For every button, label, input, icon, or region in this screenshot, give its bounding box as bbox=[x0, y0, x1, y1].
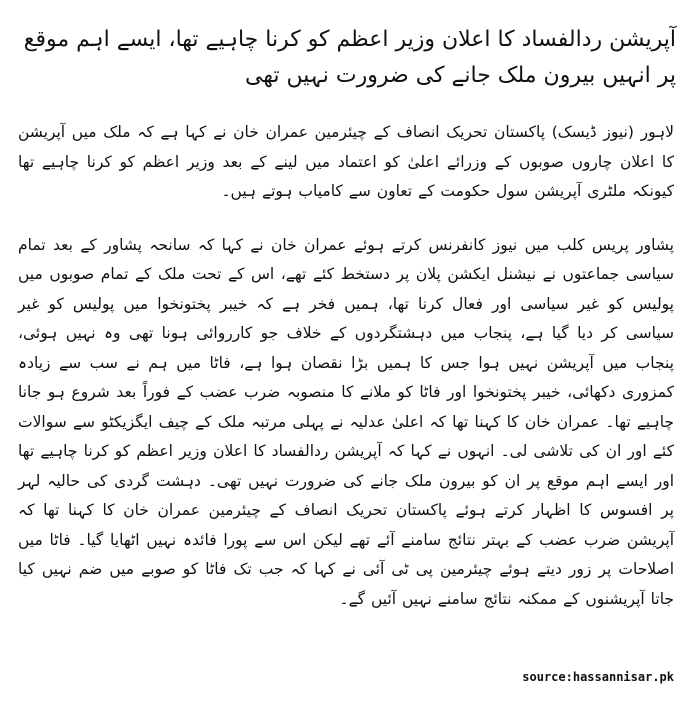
article-paragraph-body: پشاور پریس کلب میں نیوز کانفرنس کرتے ہوئے عمران خان نے کہا کہ سانحہ پشاور کے بعد تمام سیاسی جماعتوں نے نیشنل ایکشن پلان پر دستخط کئے تھے، اس کے تحت ملک کے تمام صوبوں میں پولیس کو غیر سیاسی اور فعال کرنا تھا، ہمیں فخر ہے کہ خیبر پختونخوا میں پولیس کو غیر سیاسی کر دیا گیا ہے، پنجاب میں دہشتگردوں کے خلاف جو کارروائی ہونا تھی وہ نہیں ہوئی، پنجاب میں آپریشن نہیں ہوا جس کا ہمیں بڑا نقصان ہوا ہے، فاٹا میں ہم نے سب سے زیادہ کمزوری دکھائی، خیبر پختونخوا اور فاٹا کو ملانے کا منصوبہ ضرب عضب کے فوراً بعد شروع ہو جانا چاہیے تھا۔ عمران خان کا کہنا تھا کہ اعلیٰ عدلیہ نے پہلی مرتبہ ملک کے چیف ایگزیکٹو سے سوالات کئے اور ان کی تلاشی لی۔ انہوں نے کہا کہ آپریشن ردالفساد کا اعلان وزیر اعظم کو کرنا چاہیے تھا اور ایسے اہم موقع پر ان کو بیرون ملک جانے کی ضرورت نہیں تھی۔ دہشت گردی کی حالیہ لہر پر افسوس کا اظہار کرتے ہوئے پاکستان تحریک انصاف کے چیئرمین عمران خان کا کہنا تھا کہ آپریشن ضرب عضب کے بہتر نتائج سامنے آئے تھے لیکن اس سے پورا فائدہ نہیں اٹھایا گیا۔ فاٹا میں اصلاحات پر زور دیتے ہوئے چیئرمین پی ٹی آئی نے کہا کہ جب تک فاٹا کو صوبے میں ضم نہیں کیا جاتا آپریشنوں کے ممکنہ نتائج سامنے نہیں آئیں گے۔ bbox=[18, 235, 674, 608]
article-paragraph-intro: لاہور (نیوز ڈیسک) پاکستان تحریک انصاف کے چیئرمین عمران خان نے کہا ہے کہ ملک میں آپریشن کا اعلان چاروں صوبوں کے وزرائے اعلیٰ کو اعتماد میں لینے کے بعد وزیر اعظم کو کرنا چاہیے تھا کیونکہ ملٹری آپریشن سول حکومت کے تعاون سے کامیاب ہوتے ہیں۔ bbox=[18, 123, 674, 200]
source-credit: source:hassannisar.pk bbox=[522, 670, 674, 684]
article-headline: آپریشن ردالفساد کا اعلان وزیر اعظم کو کرنا چاہیے تھا، ایسے اہم موقع پر انہیں بیرون ملک جانے کی ضرورت نہیں تھی bbox=[23, 27, 676, 88]
